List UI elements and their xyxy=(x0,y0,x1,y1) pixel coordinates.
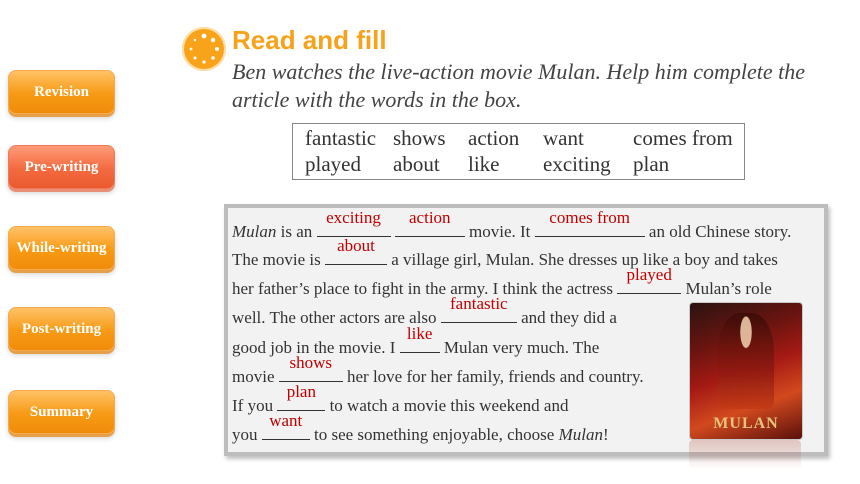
word-box-item: action xyxy=(468,126,520,150)
nav-post-writing-button[interactable]: Post-writing xyxy=(8,307,115,351)
answer-blank[interactable] xyxy=(317,208,391,237)
section-title: Read and fill xyxy=(232,25,387,55)
poster-figure xyxy=(718,313,774,409)
article-text-run: movie. It xyxy=(464,222,535,241)
answer-blank[interactable] xyxy=(277,382,325,411)
article-text-run: Mulan xyxy=(558,425,603,444)
nav-while-writing-button[interactable]: While-writing xyxy=(8,226,115,270)
loading-dots-icon xyxy=(182,27,226,71)
article-text-run: good job in the movie. I xyxy=(232,338,400,357)
answer-text: like xyxy=(406,324,433,343)
article-text-run: If you xyxy=(232,396,278,415)
word-box-item: exciting xyxy=(543,152,611,176)
answer-text: action xyxy=(409,208,451,227)
word-box-item: plan xyxy=(633,152,670,176)
word-box-item: like xyxy=(468,152,500,176)
word-box-item: about xyxy=(393,152,440,176)
article-text-run: movie xyxy=(232,367,279,386)
article-text-run: her love for her family, friends and country. xyxy=(342,367,644,386)
answer-text: about xyxy=(337,236,375,255)
word-box-item: comes from xyxy=(633,126,733,150)
answer-blank[interactable] xyxy=(262,411,310,440)
article-text-run: to watch a movie this weekend and xyxy=(325,396,569,415)
answer-text: fantastic xyxy=(450,294,508,313)
article-text-run: well. The other actors are also xyxy=(232,308,441,327)
word-box-item: played xyxy=(305,152,361,176)
answer-blank[interactable] xyxy=(279,353,343,382)
answer-blank[interactable] xyxy=(400,324,440,353)
article-line xyxy=(232,236,778,270)
word-box-item: want xyxy=(543,126,584,150)
answer-text: shows xyxy=(289,353,332,372)
article-text-run: a village girl, Mulan. She dresses up like a boy and takes xyxy=(387,250,778,269)
article-text-run: her father’s place to fight in the army. I think the actress xyxy=(232,279,618,298)
movie-poster xyxy=(689,302,803,440)
nav-pre-writing-button[interactable]: Pre-writing xyxy=(8,145,115,189)
article-text-run: Mulan very much. The xyxy=(439,338,600,357)
answer-blank[interactable] xyxy=(617,265,681,294)
answer-text: plan xyxy=(286,382,316,401)
poster-reflection xyxy=(689,440,801,470)
poster-title: MULAN xyxy=(713,415,779,432)
answer-text: want xyxy=(269,411,303,430)
answer-blank[interactable] xyxy=(325,236,387,265)
answer-blank[interactable] xyxy=(441,294,517,323)
article-text-run: is an xyxy=(276,222,317,241)
answer-text: exciting xyxy=(326,208,381,227)
word-box xyxy=(292,123,745,180)
word-box-item: shows xyxy=(393,126,446,150)
article-line xyxy=(232,208,792,242)
nav-summary-button[interactable]: Summary xyxy=(8,390,115,434)
word-box-item: fantastic xyxy=(305,126,377,150)
article-text-run: to see something enjoyable, choose xyxy=(309,425,559,444)
article-text-run: you xyxy=(232,425,262,444)
answer-text: comes from xyxy=(549,208,631,227)
article-text-run: ! xyxy=(602,425,609,444)
answer-blank[interactable] xyxy=(395,208,465,237)
article-text-run: Mulan xyxy=(232,222,277,241)
answer-text: played xyxy=(626,265,672,284)
article-text-run: The movie is xyxy=(232,250,326,269)
answer-blank[interactable] xyxy=(535,208,645,237)
article-text-run: and they did a xyxy=(516,308,617,327)
article-text-run: Mulan’s role xyxy=(681,279,772,298)
article-line xyxy=(232,411,609,445)
nav-revision-button[interactable]: Revision xyxy=(8,70,115,114)
instructions-text: Ben watches the live-action movie Mulan. Help him complete the article with the words in the box. xyxy=(232,59,806,112)
article-text-run: an old Chinese story. xyxy=(644,222,792,241)
